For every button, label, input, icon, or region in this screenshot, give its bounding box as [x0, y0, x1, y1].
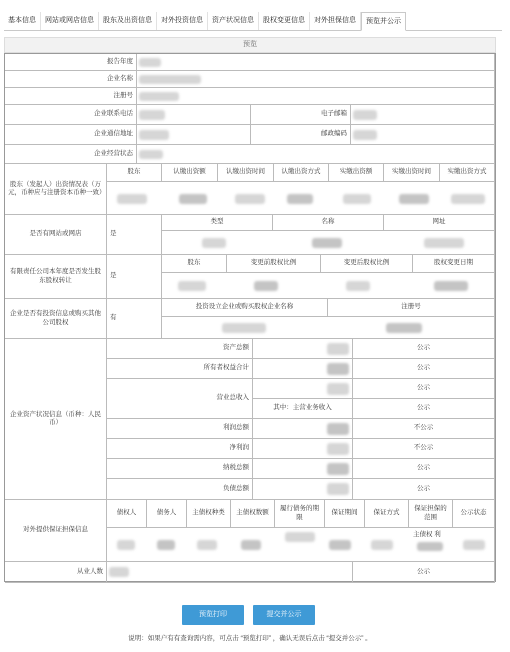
asset-value-tax [253, 459, 353, 479]
label-reg-no: 注册号 [5, 88, 137, 105]
asset-label-total-profit: 利润总额 [107, 419, 253, 439]
asset-status-total-liabilities: 公示 [353, 479, 495, 500]
label-employees: 从业人数 [5, 562, 107, 583]
gu-header-creditor: 债权人 [107, 500, 147, 528]
asset-value-total-assets [253, 339, 353, 359]
tab-basic-info[interactable]: 基本信息 [4, 12, 41, 30]
label-has-investment: 企业是否有投资信息或购买其他公司股权 [5, 299, 107, 339]
label-email: 电子邮箱 [251, 105, 351, 125]
sh-header-subscribed-amount: 认缴出资额 [162, 164, 218, 182]
web-header-url: 网址 [384, 215, 495, 231]
asset-label-tax: 纳税总额 [107, 459, 253, 479]
shareholder-row [107, 182, 495, 215]
tr-header-before-ratio: 变更前股权比例 [227, 255, 321, 273]
value-has-website: 是 [107, 215, 162, 255]
asset-label-main-revenue: 其中：主营业务收入 [253, 399, 353, 419]
sh-header-paid-method: 实缴出资方式 [440, 164, 495, 182]
value-report-year [137, 54, 495, 71]
tab-website-info[interactable]: 网站或网店信息 [41, 12, 99, 30]
tab-investment-info[interactable]: 对外投资信息 [157, 12, 208, 30]
asset-status-tax: 公示 [353, 459, 495, 479]
tr-header-shareholder: 股东 [162, 255, 227, 273]
tab-asset-info[interactable]: 资产状况信息 [208, 12, 259, 30]
sh-header-shareholder: 股东 [107, 164, 162, 182]
asset-label-total-liabilities: 负债总额 [107, 479, 253, 500]
value-reg-no [137, 88, 495, 105]
gu-header-debtor: 债务人 [147, 500, 187, 528]
tab-shareholder-info[interactable]: 股东及出资信息 [99, 12, 157, 30]
label-has-website: 是否有网站或网店 [5, 215, 107, 255]
gu-header-claim-type: 主债权种类 [187, 500, 231, 528]
asset-value-total-liabilities [253, 479, 353, 500]
tab-guarantee-info[interactable]: 对外担保信息 [310, 12, 361, 30]
asset-status-owner-equity: 公示 [353, 359, 495, 379]
guarantee-row [107, 528, 495, 562]
inv-header-company-name: 投资设立企业或购买股权企业名称 [162, 299, 328, 317]
asset-status-total-profit: 不公示 [353, 419, 495, 439]
asset-value-total-revenue [253, 379, 353, 399]
value-company-name [137, 71, 495, 88]
label-assets: 企业资产状况信息（币种：人民币） [5, 339, 107, 500]
asset-status-total-assets: 公示 [353, 339, 495, 359]
instruction-note: 说明：如果户有有查询需内容，可点击 “预览打印” ，确认无误后点击 “提交并公示” 。 [128, 635, 372, 642]
preview-title: 预览 [4, 37, 496, 53]
web-header-type: 类型 [162, 215, 273, 231]
tab-bar [4, 12, 502, 31]
value-phone [137, 105, 251, 125]
asset-label-total-revenue: 营业总收入 [107, 379, 253, 419]
web-header-name: 名称 [273, 215, 384, 231]
asset-label-total-assets: 资产总额 [107, 339, 253, 359]
label-report-year: 报告年度 [5, 54, 137, 71]
preview-print-button[interactable]: 预览打印 [182, 605, 244, 625]
label-shareholders: 股东（发起人）出资情况表（万元，币种应与注册资本币种一致） [5, 164, 107, 215]
gu-header-scope: 保证担保的范围 [409, 500, 453, 528]
asset-value-net-profit [253, 439, 353, 459]
label-phone: 企业联系电话 [5, 105, 137, 125]
asset-value-owner-equity [253, 359, 353, 379]
equity-transfer-row [162, 273, 495, 299]
tr-header-change-date: 股权变更日期 [413, 255, 495, 273]
value-has-investment: 有 [107, 299, 162, 339]
label-company-name: 企业名称 [5, 71, 137, 88]
label-status: 企业经营状态 [5, 145, 137, 164]
guarantee-partial-text: 主债权 利 [413, 531, 441, 538]
sh-header-subscribed-time: 认缴出资时间 [218, 164, 274, 182]
gu-header-method: 保证方式 [365, 500, 409, 528]
label-address: 企业通信地址 [5, 125, 137, 145]
sh-header-subscribed-method: 认缴出资方式 [274, 164, 329, 182]
asset-status-main-revenue: 公示 [353, 399, 495, 419]
asset-status-net-profit: 不公示 [353, 439, 495, 459]
label-equity-transfer: 有限责任公司本年度是否发生股东股权转让 [5, 255, 107, 299]
inv-header-reg-no: 注册号 [328, 299, 495, 317]
report-preview-table [4, 53, 496, 582]
sh-header-paid-time: 实缴出资时间 [384, 164, 440, 182]
label-postcode: 邮政编码 [251, 125, 351, 145]
asset-status-total-revenue: 公示 [353, 379, 495, 399]
status-employees: 公示 [353, 562, 495, 583]
investment-row [162, 317, 495, 339]
value-email [351, 105, 495, 125]
tab-preview-publish[interactable]: 预览并公示 [361, 12, 406, 31]
gu-header-claim-amount: 主债权数额 [231, 500, 275, 528]
submit-publish-button[interactable]: 提交并公示 [253, 605, 315, 625]
label-guarantee: 对外提供保证担保信息 [5, 500, 107, 562]
asset-value-total-profit [253, 419, 353, 439]
value-equity-transfer: 是 [107, 255, 162, 299]
tr-header-after-ratio: 变更后股权比例 [321, 255, 413, 273]
value-employees [107, 562, 353, 583]
asset-label-net-profit: 净利润 [107, 439, 253, 459]
value-address [137, 125, 251, 145]
action-bar [0, 605, 510, 625]
website-row [162, 231, 495, 255]
sh-header-paid-amount: 实缴出资额 [329, 164, 384, 182]
value-postcode [351, 125, 495, 145]
gu-header-period: 保证期间 [325, 500, 365, 528]
gu-header-status: 公示状态 [453, 500, 495, 528]
tab-equity-change-info[interactable]: 股权变更信息 [259, 12, 310, 30]
asset-label-owner-equity: 所有者权益合计 [107, 359, 253, 379]
gu-header-debt-term: 履行债务的期限 [275, 500, 325, 528]
value-status [137, 145, 495, 164]
